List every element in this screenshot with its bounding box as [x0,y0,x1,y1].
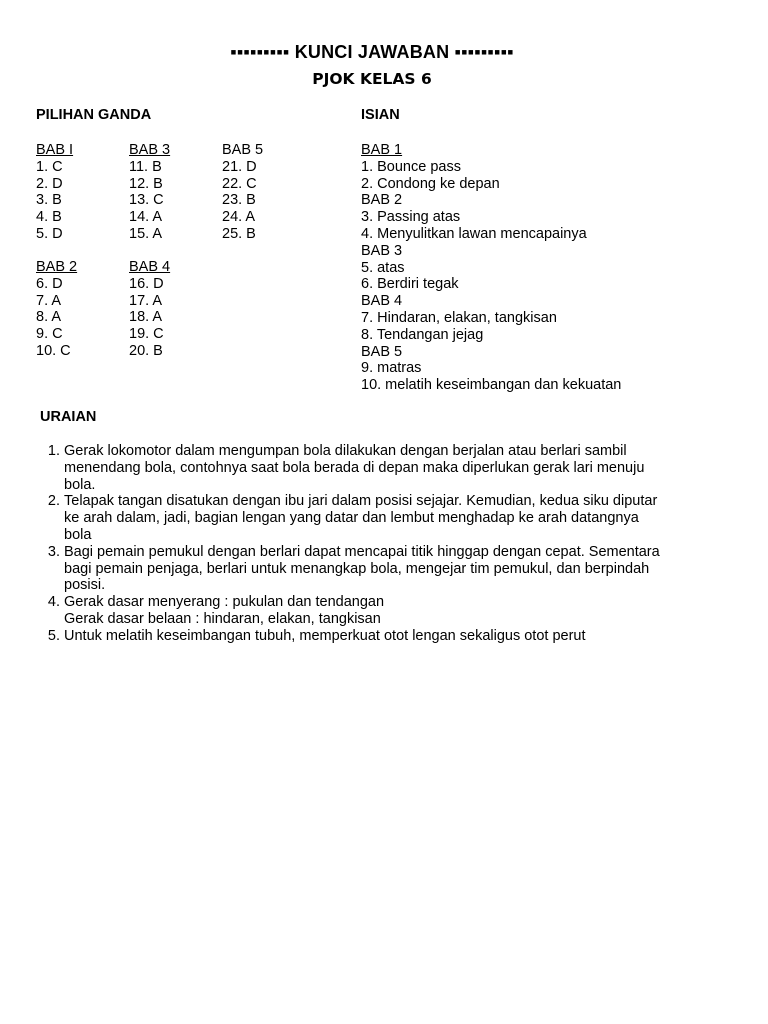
pg-answer: 20. B [129,342,163,359]
uraian-line: 4. Gerak dasar menyerang : pukulan dan tendangan [64,594,385,611]
uraian-item [64,443,734,493]
pg-answer: 10. C [36,342,71,359]
pg-answer: 16. D [129,275,164,292]
pg-answer: 17. A [129,292,163,309]
pg-answer: 18. A [129,309,163,326]
uraian-line: bagi pemain penjaga, berlari untuk menangkap bola, mengejar tim pemukul, dan berpindah [64,560,650,577]
uraian-line: 1. Gerak lokomotor dalam mengumpan bola dilakukan dengan berjalan atau berlari sambil [64,443,627,459]
pg-answer: 9. C [36,326,63,343]
pg-answer: 24. A [222,209,256,226]
isian-answer: 4. Menyulitkan lawan mencapainya [361,225,587,242]
pg-group-title: BAB 3 [129,142,171,158]
isian-bab-title: BAB 1 [361,142,403,158]
pg-answer: 19. C [129,326,164,343]
pg-answer: 8. A [36,309,61,326]
pg-answer: 15. A [129,225,163,242]
pg-group-title: BAB 5 [222,142,264,158]
pg-answer: 22. C [222,175,257,192]
pg-answer: 12. B [129,175,163,192]
isian-answer: 5. atas [361,259,405,276]
pg-answer: 23. B [222,192,256,209]
pg-answer: 6. D [36,275,63,292]
uraian-item [64,628,734,645]
uraian-line: 2. Telapak tangan disatukan dengan ibu jari dalam posisi sejajar. Kemudian, kedua siku diputar [64,493,658,510]
pg-answer: 2. D [36,175,63,192]
uraian-line: 3. Bagi pemain pemukul dengan berlari dapat mencapai titik hinggap dengan cepat. Sementara [64,543,660,560]
uraian-line: Gerak dasar belaan : hindaran, elakan, tangkisan [64,610,381,627]
isian-answer: 9. matras [361,360,422,377]
uraian-line: ke arah dalam, jadi, bagian lengan yang datar dan lembut menghadap ke arah datangnya [64,510,639,527]
isian-bab-title: BAB 3 [361,242,403,259]
uraian-heading: URAIAN [40,409,97,425]
isian-list [361,142,621,394]
pg-group-bab-5 [222,142,263,243]
pilihan-ganda-heading: PILIHAN GANDA [36,107,152,123]
isian-answer: 7. Hindaran, elakan, tangkisan [361,309,557,326]
uraian-line: menendang bola, contohnya saat bola berada di depan maka diperlukan gerak lari menuju [64,459,645,476]
uraian-line: posisi. [64,577,106,594]
pg-group-bab-3 [129,142,170,243]
isian-answer: 8. Tendangan jejag [361,326,484,343]
pg-group-title: BAB 2 [36,259,78,275]
uraian-line: bola. [64,476,96,493]
isian-bab-title: BAB 4 [361,293,403,310]
uraian-line: 5. Untuk melatih keseimbangan tubuh, memperkuat otot lengan sekaligus otot perut [64,627,586,644]
pg-answer: 3. B [36,192,62,209]
document-title: ▪▪▪▪▪▪▪▪▪ KUNCI JAWABAN ▪▪▪▪▪▪▪▪▪ [230,42,514,62]
isian-heading: ISIAN [361,107,400,123]
isian-bab-title: BAB 5 [361,343,403,360]
pg-group-title: BAB I [36,142,74,158]
uraian-list [36,443,734,645]
uraian-item [64,544,734,594]
isian-answer: 6. Berdiri tegak [361,276,459,293]
pg-answer: 1. C [36,158,63,175]
uraian-item [64,493,734,543]
uraian-line: bola [64,526,92,543]
pg-answer: 4. B [36,209,62,226]
pg-answer: 25. B [222,225,256,242]
pg-group-bab-4 [129,259,170,360]
isian-answer: 3. Passing atas [361,209,461,226]
pg-group-bab-2 [36,259,77,360]
pg-answer: 14. A [129,209,163,226]
pg-answer: 11. B [129,158,162,175]
pg-answer: 5. D [36,225,63,242]
pg-group-bab-1 [36,142,73,243]
isian-bab-title: BAB 2 [361,192,403,209]
pg-answer: 21. D [222,158,257,175]
isian-answer: 1. Bounce pass [361,158,461,175]
document-subtitle: PJOK KELAS 6 [312,70,432,88]
pg-answer: 13. C [129,192,164,209]
isian-answer: 10. melatih keseimbangan dan kekuatan [361,377,622,394]
pg-answer: 7. A [36,292,61,309]
pg-group-title: BAB 4 [129,259,171,275]
isian-answer: 2. Condong ke depan [361,175,500,192]
uraian-item [64,594,734,628]
